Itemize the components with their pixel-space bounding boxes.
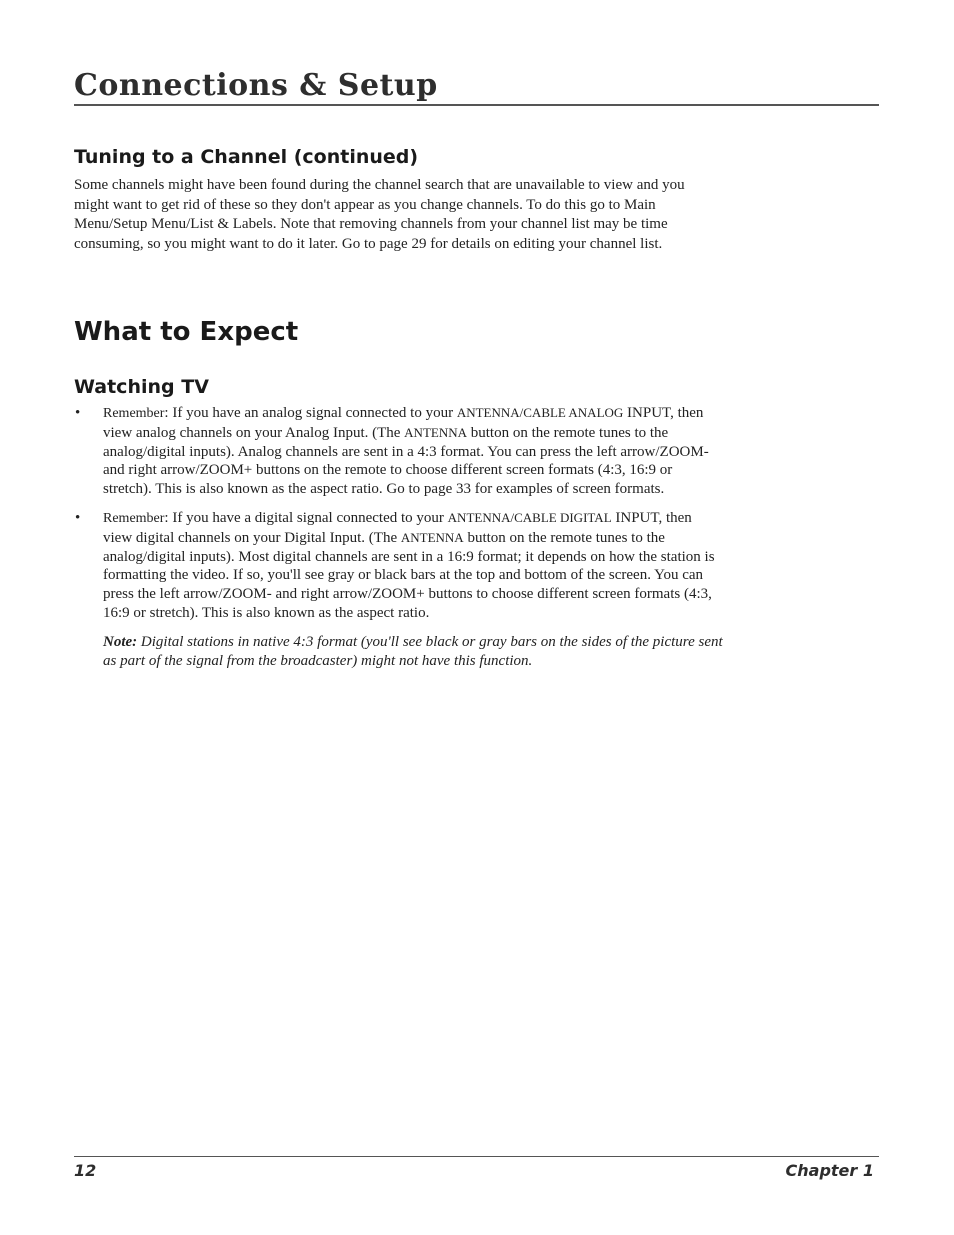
list-item — [74, 509, 724, 623]
bullet-text: : If you have a digital signal connected to your — [164, 509, 448, 526]
watching-tv-list — [74, 404, 724, 671]
watching-tv-heading: Watching TV — [74, 376, 209, 398]
page-number: 12 — [74, 1161, 97, 1180]
bullet-text: INPUT, then view digital channels on your Digital Input. (The — [103, 509, 692, 546]
bullet-small-caps: ANTENNA/CABLE DIGITAL — [447, 509, 612, 525]
tuning-paragraph: Some channels might have been found during the channel search that are unavailable to view and you might want to get rid of these so they don't appear as you change channels. To do this go to Main Menu/Setup Menu/List & Labels. Note that removing channels from your channel list may be time consuming, so you might want to do it later. Go to page 29 for details on editing your channel list. — [74, 177, 685, 252]
bullet-marker: • — [75, 405, 81, 421]
bullet-marker: • — [75, 509, 81, 526]
bullet-lead: Remember — [103, 510, 165, 526]
note-paragraph — [103, 633, 724, 671]
note-text: Digital stations in native 4:3 format (you'll see black or gray bars on the sides of the picture sent as part of the signal from the broadcaster) might not have this function. — [103, 633, 723, 669]
note-label: Note: — [103, 633, 138, 650]
footer-divider — [74, 1156, 879, 1157]
header-divider — [74, 104, 879, 106]
bullet-lead: Remember — [103, 406, 165, 421]
list-item — [74, 404, 724, 499]
chapter-label: Chapter 1 — [785, 1161, 874, 1180]
bullet-small-caps: ANTENNA — [400, 529, 464, 545]
bullet-text: button on the remote tunes to the analog/digital inputs). Analog channels are sent in a 4:3 format. You can press the left arrow/ZOOM- and right arrow/ZOOM+ buttons on the remote to choose different screen formats (4:3, 16:9 or stretch). This is also known as the aspect ratio. Go to page 33 for examples of screen formats. — [103, 424, 709, 498]
tuning-heading: Tuning to a Channel (continued) — [74, 146, 419, 168]
bullet-small-caps: ANTENNA — [404, 424, 467, 440]
bullet-text: INPUT, then view analog channels on your Analog Input. (The — [103, 405, 704, 441]
section-header-title: Connections & Setup — [74, 68, 438, 103]
what-to-expect-heading: What to Expect — [74, 317, 299, 347]
bullet-text: : If you have an analog signal connected to your — [164, 405, 457, 421]
bullet-small-caps: ANTENNA/CABLE ANALOG — [456, 405, 624, 420]
bullet-text: button on the remote tunes to the analog/digital inputs). Most digital channels are sent in a 16:9 format; it depends on how the station is formatting the video. If so, you'll see gray or black bars at the top and bottom of the screen. You can press the left arrow/ZOOM- and right arrow/ZOOM+ buttons to choose different screen formats (4:3, 16:9 or stretch). This is also known as the aspect ratio. — [103, 529, 715, 621]
